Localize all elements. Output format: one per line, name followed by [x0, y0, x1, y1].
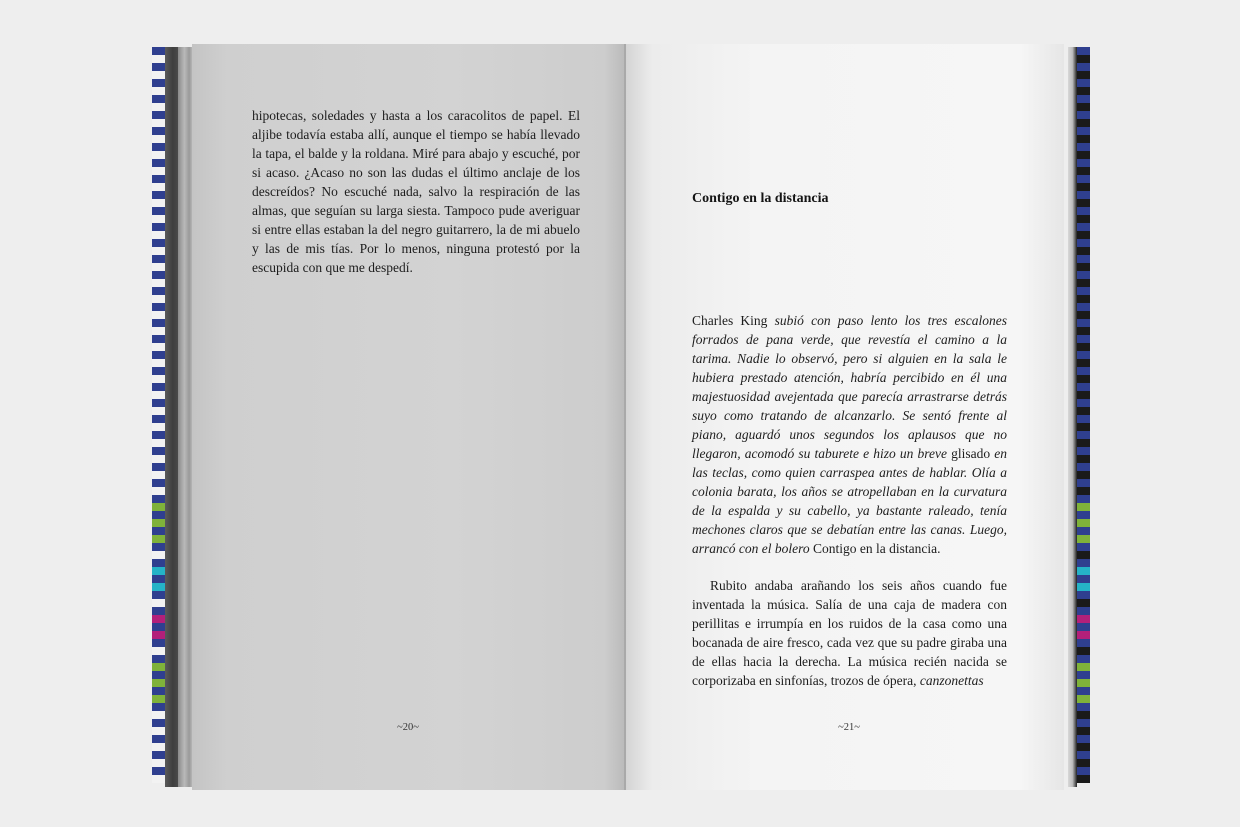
stripe-segment	[1077, 71, 1090, 79]
stripe-segment	[152, 591, 165, 599]
stripe-segment	[152, 735, 165, 743]
stripe-segment	[1077, 335, 1090, 343]
stripe-segment	[152, 559, 165, 567]
stripe-segment	[1077, 239, 1090, 247]
stripe-segment	[152, 255, 165, 263]
stripe-segment	[1077, 351, 1090, 359]
plain-text-2: Contigo en la distancia.	[812, 541, 941, 556]
stripe-segment	[152, 383, 165, 391]
stripe-segment	[152, 151, 165, 159]
stripe-segment	[1077, 343, 1090, 351]
stripe-segment	[152, 231, 165, 239]
stripe-segment	[152, 479, 165, 487]
stripe-segment	[1077, 663, 1090, 671]
stripe-segment	[152, 503, 165, 511]
stripe-segment	[152, 223, 165, 231]
stripe-segment	[1077, 63, 1090, 71]
stripe-segment	[1077, 391, 1090, 399]
stripe-segment	[1077, 703, 1090, 711]
stripe-segment	[152, 487, 165, 495]
stripe-segment	[1077, 367, 1090, 375]
stripe-segment	[152, 279, 165, 287]
stripe-segment	[1077, 743, 1090, 751]
stripe-segment	[1077, 319, 1090, 327]
stripe-segment	[1077, 247, 1090, 255]
stripe-segment	[1077, 647, 1090, 655]
stripe-segment	[1077, 175, 1090, 183]
stripe-segment	[1077, 199, 1090, 207]
stripe-segment	[152, 263, 165, 271]
stripe-segment	[1077, 279, 1090, 287]
stripe-segment	[152, 143, 165, 151]
stripe-segment	[1077, 679, 1090, 687]
stripe-segment	[152, 471, 165, 479]
stripe-segment	[152, 63, 165, 71]
stripe-segment	[1077, 695, 1090, 703]
stripe-segment	[1077, 687, 1090, 695]
stripe-segment	[1077, 535, 1090, 543]
stripe-segment	[152, 55, 165, 63]
stripe-segment	[1077, 103, 1090, 111]
stripe-segment	[1077, 151, 1090, 159]
stripe-segment	[152, 47, 165, 55]
paragraph-2-text: Rubito andaba arañando los seis años cuando fue inventada la música. Salía de una caja de madera con perillitas e irrumpía en los ruidos de la casa como una bocanada de aire fresco, cada vez que su padre giraba una de ellas hacia la derecha. La música recién nacida se corporizaba en sinfonías, trozos de ópera,	[692, 578, 1007, 688]
stripe-segment	[152, 711, 165, 719]
stripe-segment	[1077, 207, 1090, 215]
stripe-segment	[1077, 671, 1090, 679]
stripe-segment	[152, 767, 165, 775]
stripe-segment	[1077, 631, 1090, 639]
stripe-segment	[1077, 295, 1090, 303]
stripe-segment	[152, 399, 165, 407]
stripe-segment	[152, 567, 165, 575]
stripe-segment	[1077, 79, 1090, 87]
stripe-segment	[152, 679, 165, 687]
stripe-segment	[1077, 519, 1090, 527]
stripe-segment	[1077, 287, 1090, 295]
stripe-segment	[152, 607, 165, 615]
stripe-segment	[1077, 551, 1090, 559]
stripe-segment	[152, 87, 165, 95]
stripe-segment	[1077, 767, 1090, 775]
stripe-segment	[1077, 183, 1090, 191]
stripe-segment	[1077, 231, 1090, 239]
stripe-segment	[152, 535, 165, 543]
stripe-segment	[1077, 55, 1090, 63]
stripe-segment	[152, 623, 165, 631]
left-paragraph: hipotecas, soledades y hasta a los caracolitos de papel. El aljibe todavía estaba allí, aunque el tiempo se había llevado la tapa, el balde y la roldana. Miré para abajo y escuché, por si acaso. ¿Acaso no son las dudas el último anclaje de los descreídos? No escuché nada, salvo la respiración de las almas, que seguían su larga siesta. Tampoco pude averiguar si entre ellas estaban la del negro guitarrero, la de mi abuelo y las de mis tías. Por lo menos, ninguna protestó por la escupida con que me despedí.	[252, 108, 580, 275]
stripe-segment	[1077, 127, 1090, 135]
stripe-segment	[152, 431, 165, 439]
stripe-segment	[1077, 759, 1090, 767]
stripe-segment	[152, 199, 165, 207]
stripe-segment	[1077, 271, 1090, 279]
stripe-segment	[152, 719, 165, 727]
stripe-segment	[152, 103, 165, 111]
plain-text-1: glisado	[951, 446, 991, 461]
stripe-segment	[1077, 719, 1090, 727]
left-stripe-strip	[152, 47, 165, 787]
stripe-segment	[152, 423, 165, 431]
stripe-segment	[152, 447, 165, 455]
stripe-segment	[152, 167, 165, 175]
stripe-segment	[152, 287, 165, 295]
stripe-segment	[152, 631, 165, 639]
stripe-segment	[152, 743, 165, 751]
stripe-segment	[1077, 359, 1090, 367]
stripe-segment	[152, 671, 165, 679]
stripe-segment	[1077, 407, 1090, 415]
stripe-segment	[1077, 511, 1090, 519]
stripe-segment	[152, 575, 165, 583]
stripe-segment	[152, 119, 165, 127]
stripe-segment	[152, 727, 165, 735]
stripe-segment	[1077, 751, 1090, 759]
stripe-segment	[1077, 471, 1090, 479]
stripe-segment	[1077, 735, 1090, 743]
stripe-segment	[152, 519, 165, 527]
stripe-segment	[1077, 223, 1090, 231]
stripe-segment	[152, 359, 165, 367]
stripe-segment	[1077, 463, 1090, 471]
stripe-segment	[1077, 455, 1090, 463]
stripe-segment	[152, 463, 165, 471]
stripe-segment	[152, 71, 165, 79]
stripe-segment	[1077, 191, 1090, 199]
right-page-number: ~21~	[838, 722, 860, 733]
stripe-segment	[1077, 575, 1090, 583]
stripe-segment	[152, 367, 165, 375]
stripe-segment	[1077, 503, 1090, 511]
paragraph-2-italic: canzonettas	[919, 673, 984, 688]
right-page-edge	[1068, 47, 1077, 787]
stripe-segment	[1077, 415, 1090, 423]
stripe-segment	[1077, 383, 1090, 391]
stripe-segment	[152, 295, 165, 303]
stripe-segment	[152, 191, 165, 199]
character-name: Charles King	[692, 313, 768, 328]
stripe-segment	[1077, 623, 1090, 631]
stripe-segment	[152, 703, 165, 711]
stripe-segment	[152, 511, 165, 519]
stripe-segment	[152, 375, 165, 383]
right-paragraph-2	[692, 576, 1007, 690]
stripe-segment	[152, 311, 165, 319]
stripe-segment	[1077, 615, 1090, 623]
stripe-segment	[152, 455, 165, 463]
stripe-segment	[152, 207, 165, 215]
stripe-segment	[152, 599, 165, 607]
stripe-segment	[1077, 311, 1090, 319]
stripe-segment	[1077, 431, 1090, 439]
stripe-segment	[1077, 111, 1090, 119]
stripe-segment	[1077, 639, 1090, 647]
stripe-segment	[152, 327, 165, 335]
stripe-segment	[152, 135, 165, 143]
stripe-segment	[152, 695, 165, 703]
stripe-segment	[152, 663, 165, 671]
stripe-segment	[152, 407, 165, 415]
stripe-segment	[152, 415, 165, 423]
italic-text-1: subió con paso lento los tres escalones forrados de pana verde, que revestía el camino a la tarima. Nadie lo observó, pero si alguien en la sala le hubiera prestado atención, habría percibido en él una majestuosidad avejentada que parecía arrastrarse detrás suyo como tratando de alcanzarlo. Se sentó frente al piano, aguardó unos segundos los aplausos que no llegaron, acomodó su taburete e hizo un breve	[692, 313, 1008, 461]
right-stripe-strip	[1077, 47, 1090, 787]
stripe-segment	[152, 127, 165, 135]
stripe-segment	[152, 239, 165, 247]
stripe-segment	[1077, 423, 1090, 431]
stripe-segment	[1077, 567, 1090, 575]
stripe-segment	[1077, 263, 1090, 271]
stripe-segment	[1077, 95, 1090, 103]
stripe-segment	[1077, 527, 1090, 535]
stripe-segment	[152, 775, 165, 783]
stripe-segment	[152, 551, 165, 559]
stripe-segment	[1077, 599, 1090, 607]
stripe-segment	[1077, 135, 1090, 143]
right-paragraph-1	[692, 311, 1007, 558]
book-spine-shadow	[165, 47, 178, 787]
stripe-segment	[1077, 591, 1090, 599]
stripe-segment	[152, 303, 165, 311]
stripe-segment	[152, 583, 165, 591]
left-page-number: ~20~	[397, 722, 419, 733]
stripe-segment	[152, 439, 165, 447]
stripe-segment	[152, 95, 165, 103]
stripe-segment	[152, 159, 165, 167]
stripe-segment	[1077, 87, 1090, 95]
stripe-segment	[152, 111, 165, 119]
stripe-segment	[1077, 143, 1090, 151]
stripe-segment	[1077, 543, 1090, 551]
stripe-segment	[152, 639, 165, 647]
stripe-segment	[152, 183, 165, 191]
stripe-segment	[152, 215, 165, 223]
stripe-segment	[1077, 447, 1090, 455]
stripe-segment	[1077, 487, 1090, 495]
stripe-segment	[1077, 255, 1090, 263]
stripe-segment	[152, 351, 165, 359]
stripe-segment	[1077, 655, 1090, 663]
stripe-segment	[152, 271, 165, 279]
stripe-segment	[1077, 119, 1090, 127]
chapter-title: Contigo en la distancia	[692, 191, 829, 206]
stripe-segment	[152, 527, 165, 535]
left-page-text	[252, 106, 580, 277]
stripe-segment	[1077, 727, 1090, 735]
stripe-segment	[1077, 495, 1090, 503]
stripe-segment	[1077, 167, 1090, 175]
book-gutter	[624, 44, 626, 790]
stripe-segment	[152, 343, 165, 351]
stripe-segment	[1077, 215, 1090, 223]
stripe-segment	[1077, 159, 1090, 167]
stripe-segment	[152, 751, 165, 759]
stripe-segment	[152, 247, 165, 255]
stripe-segment	[1077, 327, 1090, 335]
stripe-segment	[152, 175, 165, 183]
stripe-segment	[152, 615, 165, 623]
right-page-text	[692, 311, 1007, 690]
stripe-segment	[152, 335, 165, 343]
stripe-segment	[1077, 375, 1090, 383]
italic-text-2: en las teclas, como quien carraspea antes de hablar. Olía a colonia barata, los años se atropellaban en la curvatura de la espalda y su cabello, ya bastante raleado, tenía mechones claros que se debatían entre las canas. Luego, arrancó con el bolero	[692, 446, 1008, 556]
stripe-segment	[152, 655, 165, 663]
stripe-segment	[152, 319, 165, 327]
stripe-segment	[1077, 607, 1090, 615]
stripe-segment	[152, 543, 165, 551]
stripe-segment	[152, 391, 165, 399]
stripe-segment	[1077, 303, 1090, 311]
stripe-segment	[1077, 559, 1090, 567]
stripe-segment	[152, 647, 165, 655]
stripe-segment	[1077, 711, 1090, 719]
stripe-segment	[152, 495, 165, 503]
stripe-segment	[1077, 583, 1090, 591]
stripe-segment	[152, 79, 165, 87]
stripe-segment	[1077, 47, 1090, 55]
stripe-segment	[1077, 775, 1090, 783]
stripe-segment	[152, 759, 165, 767]
stripe-segment	[1077, 479, 1090, 487]
stripe-segment	[1077, 399, 1090, 407]
stripe-segment	[1077, 439, 1090, 447]
stripe-segment	[152, 687, 165, 695]
